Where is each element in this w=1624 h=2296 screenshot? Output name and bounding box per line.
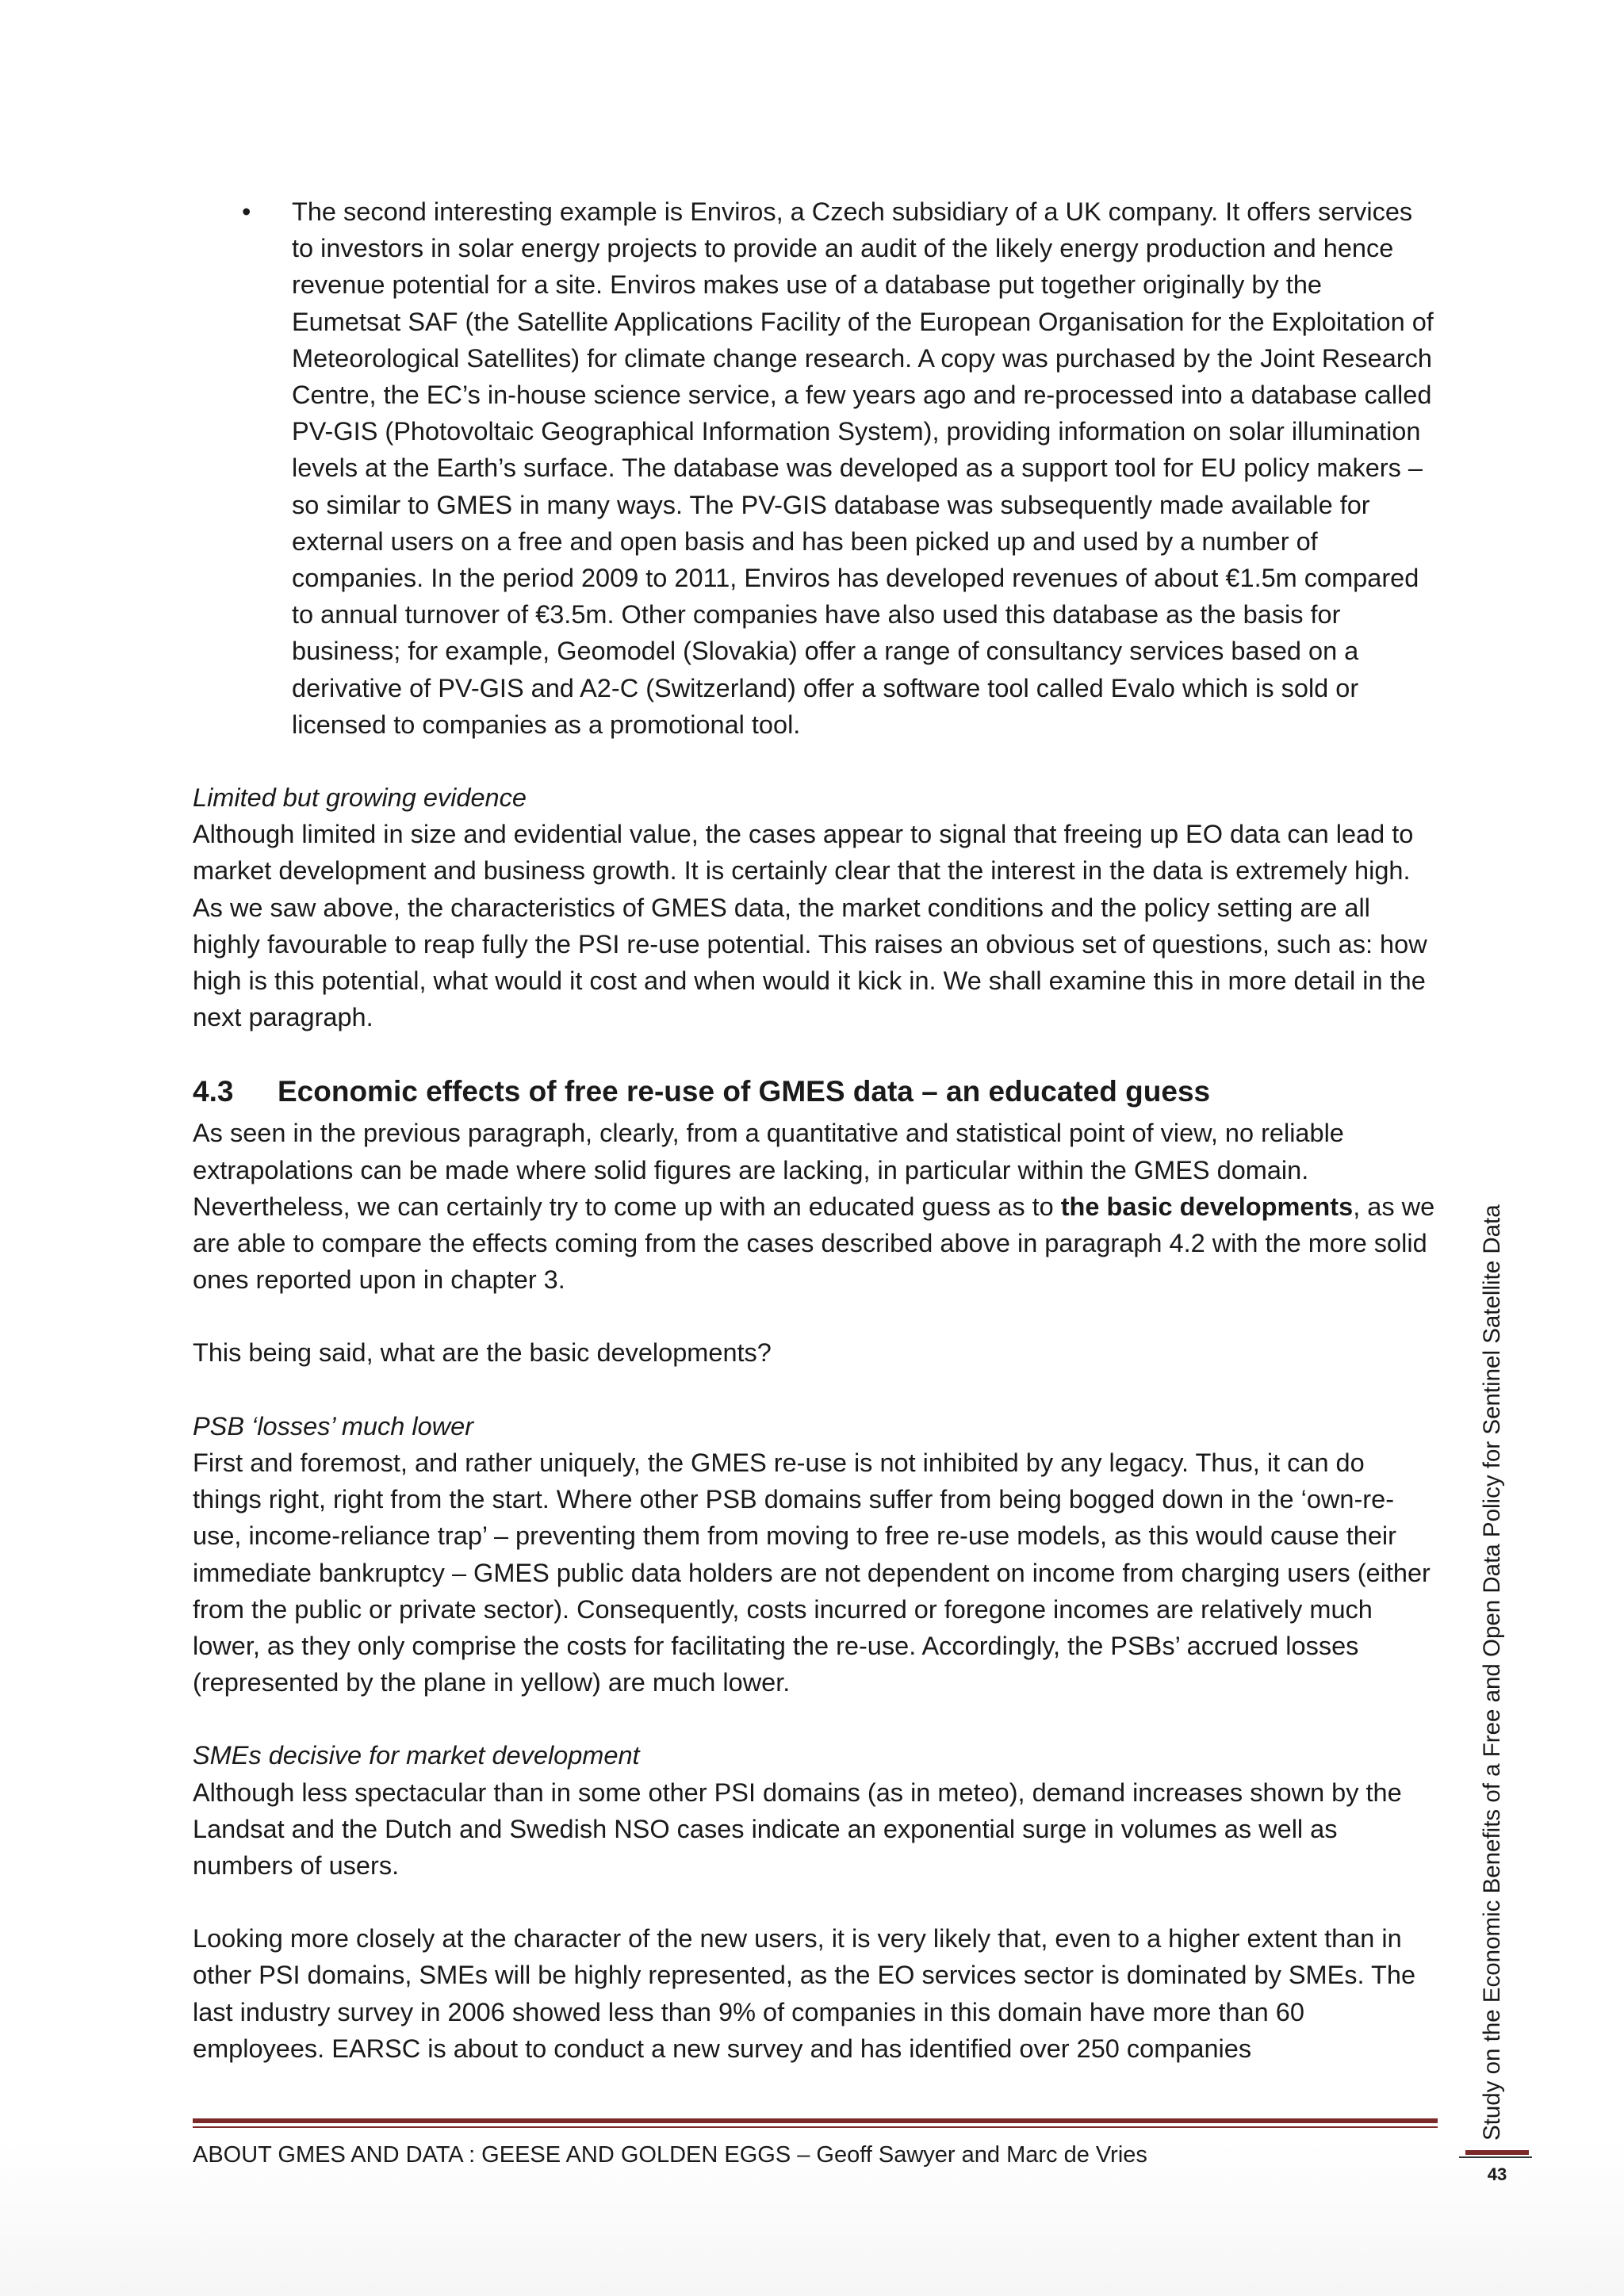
paragraph-question: This being said, what are the basic developments? xyxy=(193,1338,772,1368)
subheading-limited-evidence: Limited but growing evidence xyxy=(193,783,527,813)
intro-bold-text: the basic developments xyxy=(1060,1192,1354,1221)
footer-divider xyxy=(193,2118,1438,2123)
subheading-smes: SMEs decisive for market development xyxy=(193,1741,640,1770)
section-title: Economic effects of free re-use of GMES data – an educated guess xyxy=(278,1075,1211,1108)
paragraph-psb-losses: First and foremost, and rather uniquely, the GMES re-use is not inhibited by any legacy. Thus, it can do things right, right from the start. Where other PSB domains suffer from being bogged down in the ‘own-re-use, income-reliance trap’ – preventing them from moving to free re-use models, as this would cause their immediate bankruptcy – GMES public data holders are not dependent on income from charging users (either from the public or private sector). Consequently, costs incurred or foregone incomes are relatively much lower, as they only comprise the costs for facilitating the re-use. Accordingly, the PSBs’ accrued losses (represented by the plane in yellow) are much lower. xyxy=(193,1448,1431,1697)
footer-divider-thin xyxy=(193,2126,1438,2128)
intro-text-end: , as we are able to compare the effects coming from the cases described above in paragraph 4.2 with the more solid ones reported upon in chapter 3. xyxy=(193,1192,1435,1295)
intro-text-start: As seen in the previous paragraph, clearly, from a quantitative and statistical point of view, no reliable extrapolations can be made where solid figures are lacking, in particular within the GMES domain. Nevertheless, we can certainly try to come up with an educated guess as to xyxy=(193,1119,1344,1221)
side-running-title: Study on the Economic Benefits of a Free and Open Data Policy for Sentinel Satellite Data xyxy=(1479,1204,1505,2141)
paragraph-limited-evidence: Although limited in size and evidential value, the cases appear to signal that freeing up EO data can lead to market development and business growth. It is certainly clear that the interest in the data is extremely high. As we saw above, the characteristics of GMES data, the market conditions and the policy setting are all highly favourable to reap fully the PSI re-use potential. This raises an obvious set of questions, such as: how high is this potential, what would it cost and when would it kick in. We shall examine this in more detail in the next paragraph. xyxy=(193,820,1427,1032)
section-heading xyxy=(193,1073,1438,1110)
paragraph-smes: Although less spectacular than in some other PSI domains (as in meteo), demand increases shown by the Landsat and the Dutch and Swedish NSO cases indicate an exponential surge in volumes as well as numbers of users. xyxy=(193,1777,1402,1880)
page-number-bar xyxy=(1465,2150,1529,2155)
main-content xyxy=(193,193,1438,2067)
footer-text: ABOUT GMES AND DATA : GEESE AND GOLDEN EGGS – Geoff Sawyer and Marc de Vries xyxy=(193,2142,1147,2168)
page-number-rule xyxy=(1459,2156,1532,2158)
paragraph-section-intro xyxy=(193,1115,1438,1298)
section-number: 4.3 xyxy=(193,1075,234,1108)
bullet-item-enviros xyxy=(193,193,1438,743)
paragraph-smes-users: Looking more closely at the character of the new users, it is very likely that, even to a higher extent than in other PSI domains, SMEs will be highly represented, as the EO services sector is dominated by SMEs. The last industry survey in 2006 showed less than 9% of companies in this domain have more than 60 employees. EARSC is about to conduct a new survey and has identified over 250 companies xyxy=(193,1924,1416,2063)
bullet-marker: • xyxy=(242,197,251,226)
subheading-psb-losses: PSB ‘losses’ much lower xyxy=(193,1411,474,1441)
bullet-paragraph: The second interesting example is Enviros, a Czech subsidiary of a UK company. It offers services to investors in solar energy projects to provide an audit of the likely energy production and hence revenue potential for a site. Enviros makes use of a database put together originally by the Eumetsat SAF (the Satellite Applications Facility of the European Organisation for the Exploitation of Meteorological Satellites) for climate change research. A copy was purchased by the Joint Research Centre, the EC’s in-house science service, a few years ago and re-processed into a database called PV-GIS (Photovoltaic Geographical Information System), providing information on solar illumination levels at the Earth’s surface. The database was developed as a support tool for EU policy makers – so similar to GMES in many ways. The PV-GIS database was subsequently made available for external users on a free and open basis and has been picked up and used by a number of companies. In the period 2009 to 2011, Enviros has developed revenues of about €1.5m compared to annual turnover of €3.5m. Other companies have also used this database as the basis for business; for example, Geomodel (Slovakia) offer a range of consultancy services based on a derivative of PV-GIS and A2-C (Switzerland) offer a software tool called Evalo which is sold or licensed to companies as a promotional tool. xyxy=(292,197,1434,739)
page-number: 43 xyxy=(1487,2164,1507,2184)
